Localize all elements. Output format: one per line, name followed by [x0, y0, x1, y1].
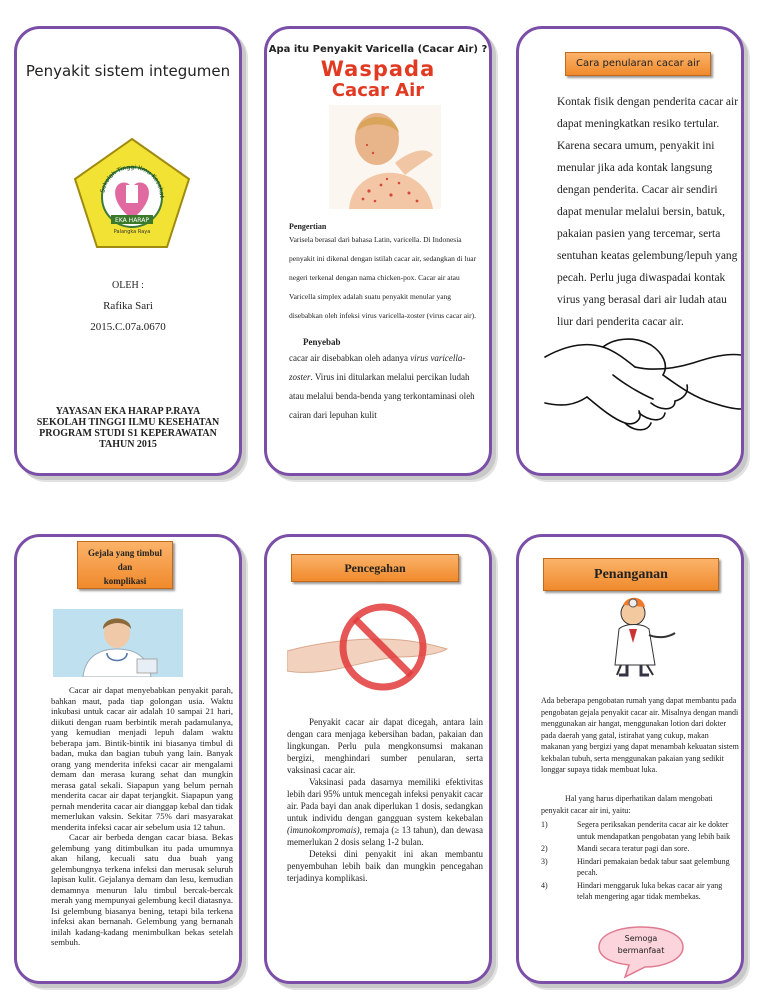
institution-line: TAHUN 2015: [99, 439, 157, 450]
header-line: komplikasi: [103, 576, 147, 586]
logo-ring-text: Sekolah Tinggi Ilmu Kesehat: [99, 163, 166, 199]
college-logo: [73, 137, 191, 249]
treatment-header: Penanganan: [543, 558, 719, 591]
treatment-list: [541, 819, 737, 904]
prevention-text: [287, 716, 483, 884]
penyebab-text-a: cacar air disebabkan oleh adanya: [289, 353, 411, 363]
transmission-text: Kontak fisik dengan penderita cacar air dapat meningkatkan resiko tertular. Karena secara umum, penyakit ini menular jika ada kontak langsung dengan penderita. Cacar air sendiri dapat menular melalui bersin, batuk, pakaian pasien yang tercemar, serta sentuhan keatas gelembung/lepuh yang pecah. Perlu juga diwaspadai kontak virus yang berasal dari air ludah atau liur dari penderita cacar air.: [557, 96, 739, 328]
list-number: 3): [541, 856, 548, 866]
imunokompromais-term: (imunokompromais): [287, 825, 360, 835]
list-text: Mandi secara teratur pagi dan sore.: [577, 844, 690, 853]
list-text: Hindari pemakaian bedak tabur saat gelembung pecah.: [577, 856, 730, 877]
penyebab-text: [289, 349, 485, 425]
prevention-paragraph: Deteksi dini penyakit ini akan membantu penyembuhan lebih baik dan mungkin pencegahan terjadinya komplikasi.: [287, 849, 483, 883]
institution-block: [17, 406, 239, 450]
list-item: [541, 856, 737, 879]
varicella-panel: [264, 26, 492, 476]
author-nim: 2015.C.07a.0670: [90, 321, 166, 333]
vaccination-paragraph: [287, 776, 483, 848]
symptoms-panel: [14, 534, 242, 984]
prevention-panel: [264, 534, 492, 984]
child-rash-photo: [329, 105, 441, 209]
vaccination-text-a: Vaksinasi pada dasarnya memiliki efektivitas lebih dari 95% untuk mencegah infeksi penyakit cacar air. Pada bayi dan anak diperlukan 1 dosis, sedangkan untuk individu dengan gangguan system kekebalan: [287, 777, 483, 823]
pengertian-heading: Pengertian: [289, 222, 327, 231]
logo-ribbon-text: EKA HARAP: [115, 217, 149, 224]
question-heading: Apa itu Penyakit Varicella (Cacar Air) ?: [268, 44, 488, 55]
penyebab-heading: Penyebab: [303, 337, 341, 347]
symptoms-paragraph: Cacar air berbeda dengan cacar biasa. Bekas gelembung yang ditimbulkan itu pada umumnya akan hilang, kecuali satu dua buah yang gelembungnya terkena infeksi dan merusak seluruh lapisan kulit. Gejalanya demam dan lesu, kemudian demamnya menurun lalu timbul bercak-bercak merah yang mempunyai gelembung kecil diatasnya. Isi gelembung biasanya bening, tetapi bila terkena infeksi akan bernanah. Gelembung yang bernanah inilah kadang-kadang menimbulkan bekas setelah sembuh.: [51, 832, 233, 947]
no-touch-image: [287, 599, 463, 695]
doctor-photo: [53, 609, 183, 677]
list-item: [541, 819, 737, 842]
penyebab-text-b: . Virus ini ditularkan melalui percikan ludah atau melalui benda-benda yang terkontaminasi oleh cairan dari lepuhan kulit: [289, 372, 475, 420]
institution-line: YAYASAN EKA HARAP P.RAYA: [55, 406, 201, 417]
author-label: OLEH :: [112, 280, 144, 291]
vaccination-text-b: , remaja (≥ 13 tahun), dan dewasa memerlukan 2 dosis selang 1-2 bulan.: [287, 825, 483, 847]
header-line: dan: [117, 562, 133, 572]
transmission-panel: [516, 26, 744, 476]
list-number: 1): [541, 820, 548, 829]
bubble-line: bermanfaat: [617, 946, 665, 955]
cover-panel: [14, 26, 242, 476]
treatment-panel: [516, 534, 744, 984]
list-text: Hindari menggaruk luka bekas cacar air yang telah mengering agar tidak membekas.: [577, 880, 723, 901]
banner-line: Waspada: [320, 57, 436, 81]
bubble-line: Semoga: [624, 934, 658, 943]
list-number: 2): [541, 844, 548, 853]
handshake-illustration: [543, 327, 743, 457]
logo-city-text: Palangka Raya: [113, 229, 151, 235]
list-number: 4): [541, 880, 548, 890]
prevention-paragraph: Penyakit cacar air dapat dicegah, antara lain dengan cara menjaga kebersihan badan, pakaian dan lingkungan. Perlu pula mengkonsumsi makanan bergizi, menghindari sumber penularan, serta vaksinasi cacar air.: [287, 717, 483, 775]
closing-message: [595, 933, 687, 957]
doctor-cartoon: [599, 595, 679, 677]
treatment-text: Ada beberapa pengobatan rumah yang dapat membantu pada pengobatan gejala penyakit cacar air. Misalnya dengan mandi menggunakan air hangat, menggunakan lotion dari dokter pada daerah yang gatal, istirahat yang cukup, makan makanan yang bergizi yang dapat menambah kekuatan sistem kekbalan tubuh, serta menggunakan pakaian yang sedikit longgar supaya tidak membuat luka.: [541, 696, 739, 774]
transmission-header: Cara penularan cacar air: [565, 52, 711, 76]
symptoms-header: [77, 541, 173, 589]
prevention-header: Pencegahan: [291, 554, 459, 582]
institution-line: PROGRAM STUDI S1 KEPERAWATAN: [39, 428, 217, 439]
list-item: [541, 843, 737, 855]
treatment-intro: Hal yang harus diperhatikan dalam mengobati penyakit cacar air ini, yaitu:: [541, 794, 713, 815]
symptoms-text: [51, 685, 233, 948]
cover-title: Penyakit sistem integumen: [25, 62, 231, 80]
list-text: Segera periksakan penderita cacar air ke dokter untuk mendapatkan pengobatan yang lebih baik: [577, 820, 731, 841]
institution-line: SEKOLAH TINGGI ILMU KESEHATAN: [36, 417, 220, 428]
pengertian-text: Varisela berasal dari bahasa Latin, varicella. Di Indonesia penyakit ini dikenal dengan istilah cacar air, sedangkan di luar negeri terkenal dengan nama chicken-pox. Cacar air atau Varicella simplex adalah suatu penyakit menular yang disebabkan oleh infeksi virus varicella-zoster (virus cacar air).: [289, 235, 477, 320]
virus-name: virus varicella-zoster: [289, 353, 466, 382]
symptoms-paragraph: Cacar air dapat menyebabkan penyakit parah, bahkan maut, pada tiap golongan usia. Waktu inkubasi untuk cacar air adalah 10 sampai 21 hari, diikuti dengan ruam berbintik merah padamulanya, yang kemudian menjadi lepuh dalam waktu beberapa jam. Bintik-bintik ini biasanya timbul di badan, muka dan bagian tubuh yang lain. Banyak orang yang menderita infeksi cacar air mengalami demam dan merasa kurang sehat dan mungkin merasa gatal sekali. Siapapun yang belum pernah menderita cacar air dapat terjangkit. Siapapun yang pernah menderita cacar air dianggap kebal dan tidak memerlukan vaksin. Sekitar 75% dari masyarakat menderita infeksi cacar air sebelum usia 12 tahun.: [51, 685, 233, 832]
author-name: Rafika Sari: [103, 300, 153, 312]
waspada-banner: [267, 58, 489, 102]
list-item: [541, 880, 737, 903]
banner-line: Cacar Air: [331, 80, 425, 101]
header-line: Gejala yang timbul: [87, 548, 162, 558]
